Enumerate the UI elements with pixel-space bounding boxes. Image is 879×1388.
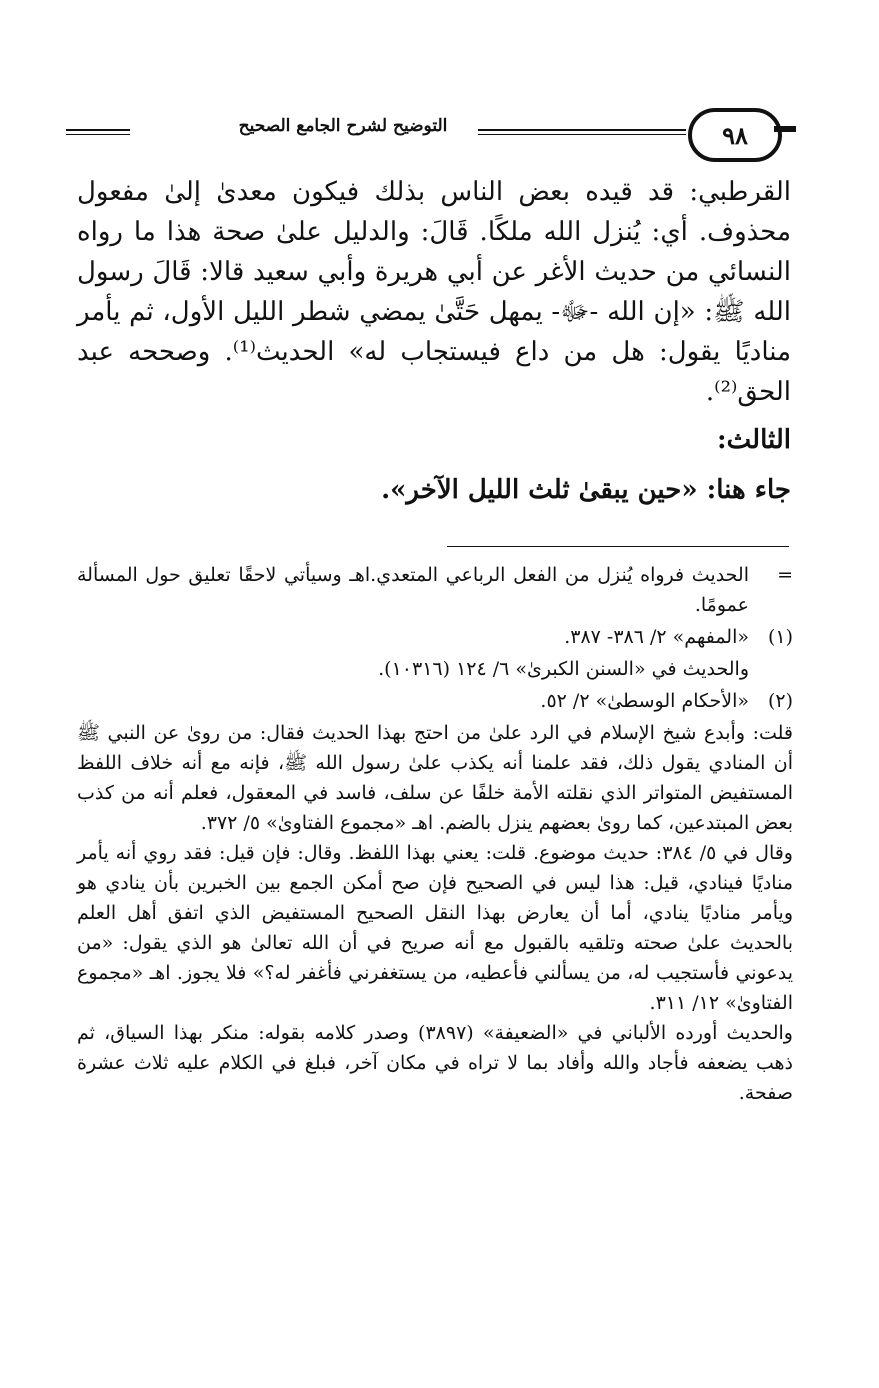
text-line: حديث الأغر عن أبي هريرة وأبي سعيد قالا: قَالَ رسول الله ﷺ: «إن الله: [77, 257, 792, 327]
text-line: القرطبي: قد قيده بعض الناس بذلك فيكون معدىٰ إلىٰ مفعول محذوف.: [77, 177, 791, 247]
footnote-paragraph: والحديث أورده الألباني في «الضعيفة» (٣٨٩٧) وصدر كلامه بقوله: منكر بهذا السياق، ثم ذهب يضعفه فأجاد والله وأفاد بما لا تراه في مكان آخر، فبلغ في الكلام عليه ثلاث عشرة صفحة.: [77, 1022, 793, 1104]
section-heading: الثالث:: [717, 425, 791, 455]
page-header: [66, 102, 796, 162]
footnotes: [77, 560, 793, 1108]
footnote-paragraph: وقال في ٥/ ٣٨٤: حديث موضوع. قلت: يعني بهذا اللفظ. وقال: فإن قيل: فقد روي أنه يأمر مناديًا فينادي، قيل: هذا ليس في الصحيح فإن صح أمكن الجمع بين الخبرين بأن ينادي هو ويأمر مناديًا ينادي، أما أن يعارض بهذا النقل الصحيح المستفيض الذي اتفق أهل العلم بالحديث علىٰ صحته وتلقيه بالقبول مع أنه صريح في أن الله تعالىٰ هو الذي يقول: «من يدعوني فأستجيب له، من يسألني فأعطيه، من يستغفرني فأغفر له؟» فلا يجوز. اهـ «مجموع الفتاوىٰ» ١٢/ ٣١١.: [77, 842, 793, 1014]
footnote-text: الحديث فرواه يُنزل من الفعل الرباعي المتعدي.اهـ وسيأتي لاحقًا تعليق حول المسألة عمومًا.: [77, 564, 749, 616]
header-rule-right: [774, 126, 796, 132]
footnote-text: والحديث في «السنن الكبرىٰ» ٦/ ١٢٤ (١٠٣١٦).: [378, 658, 749, 680]
footnote-continuation: [77, 560, 793, 622]
page-number: ٩٨: [688, 108, 782, 162]
running-title: التوضيح لشرح الجامع الصحيح: [208, 116, 478, 136]
footnote-mark: =: [777, 564, 793, 586]
footnote-paragraph: قلت: وأبدع شيخ الإسلام في الرد علىٰ من احتج بهذا الحديث فقال: من روىٰ عن النبي ﷺ أن المنادي يقول ذلك، فقد علمنا أنه يكذب علىٰ رسول الله ﷺ، فإنه مع أنه خلاف اللفظ المستفيض المتواتر الذي نقلته الأمة خلفًا عن سلف، فاسد في المعقول، فعلم أنه من كذب بعض المبتدعين، كما روىٰ بعضهم ينزل بالضم. اهـ «مجموع الفتاوىٰ» ٥/ ٣٧٢.: [77, 722, 793, 834]
footnote-2-continued: [77, 718, 793, 1108]
footnote-separator: [447, 546, 789, 547]
main-text: [77, 172, 791, 510]
text-line: أي: يُنزل الله ملكًا. قَالَ: والدليل علىٰ صحة هذا ما رواه النسائي من: [77, 217, 791, 287]
body-paragraph: [77, 172, 791, 412]
footnote-1: [77, 622, 793, 686]
text-line: -ﷻ- يمهل حَتَّىٰ يمضي شطر الليل الأول، ثم يأمر مناديًا يقول: هل من: [77, 297, 792, 367]
footnote-text: «المفهم» ٢/ ٣٨٦- ٣٨٧.: [564, 626, 749, 648]
footnote-text: «الأحكام الوسطىٰ» ٢/ ٥٢.: [540, 690, 749, 712]
footnote-mark: (١): [767, 626, 793, 648]
quoted-hadith-line: جاء هنا: «حين يبقىٰ ثلث الليل الآخر».: [381, 475, 791, 505]
footnote-2: [77, 686, 793, 718]
footnote-mark: (٢): [767, 690, 793, 712]
header-rule-left: [66, 129, 130, 135]
text-line: داع فيستجاب له» الحديث⁽¹⁾. وصححه عبد الحق⁽²⁾.: [77, 337, 791, 407]
